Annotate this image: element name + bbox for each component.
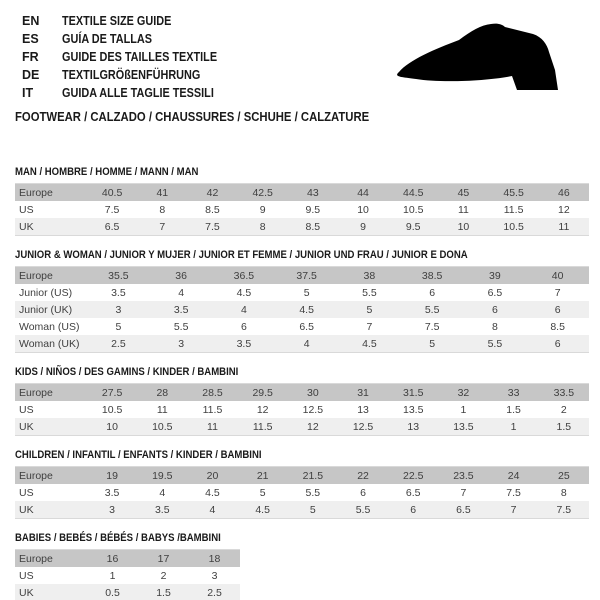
size-cell: 18 <box>208 552 221 565</box>
table-row <box>15 318 589 335</box>
size-cell: 7 <box>554 286 561 299</box>
size-cell: 22 <box>357 469 369 482</box>
size-cell: 11.5 <box>202 403 223 416</box>
size-cell: 4 <box>178 286 185 299</box>
size-cell: 3.5 <box>154 503 170 516</box>
size-cell: 1.5 <box>556 420 572 433</box>
size-cell: 36.5 <box>233 269 255 282</box>
section-title-text: KIDS / NIÑOS / DES GAMINS / KINDER / BAMBINI <box>15 366 239 378</box>
size-cell: 5 <box>309 503 316 516</box>
row-label: US <box>19 403 34 416</box>
size-cell: 6.5 <box>405 486 421 499</box>
size-cell: 5 <box>115 320 122 333</box>
size-cell: 1.5 <box>156 586 171 599</box>
section-title <box>15 249 589 261</box>
size-cell: 13 <box>357 403 369 416</box>
section-title-text: JUNIOR & WOMAN / JUNIOR Y MUJER / JUNIOR ET FEMME / JUNIOR UND FRAU / JUNIOR E DONA <box>15 249 468 261</box>
section-title <box>15 532 589 544</box>
size-cell: 4.5 <box>236 286 252 299</box>
size-cell: 6 <box>240 320 247 333</box>
size-cell: 3 <box>109 503 116 516</box>
dress-shoe-silhouette <box>397 24 558 90</box>
size-cell: 1 <box>460 403 467 416</box>
size-cell: 20 <box>206 469 219 482</box>
size-cell: 11 <box>457 203 469 216</box>
size-cell: 8 <box>560 486 567 499</box>
section-title-text: MAN / HOMBRE / HOMME / MANN / MAN <box>15 166 199 178</box>
row-label: Europe <box>19 386 53 399</box>
size-cell: 45.5 <box>503 186 524 199</box>
size-cell: 6.5 <box>104 220 120 233</box>
size-cell: 3.5 <box>104 486 120 499</box>
size-cell: 27.5 <box>101 386 123 399</box>
table-row <box>15 567 240 584</box>
size-cell: 6 <box>360 486 366 499</box>
size-cell: 7.5 <box>205 220 220 233</box>
size-cell: 32 <box>457 386 470 399</box>
size-cell: 9.5 <box>405 220 421 233</box>
size-cell: 6 <box>491 303 498 316</box>
size-cell: 5.5 <box>305 486 321 499</box>
language-label: GUIDA ALLE TAGLIE TESSILI <box>62 86 214 100</box>
section-title-text: BABIES / BEBÉS / BÉBÉS / BABYS /BAMBINI <box>15 532 221 544</box>
size-cell: 12 <box>307 420 319 433</box>
size-cell: 5 <box>366 303 373 316</box>
size-cell: 2.5 <box>207 586 222 599</box>
size-cell: 4.5 <box>205 486 220 499</box>
size-table <box>15 466 589 519</box>
size-cell: 4.5 <box>299 303 314 316</box>
size-cell: 9 <box>360 220 366 233</box>
section-title <box>15 449 589 461</box>
size-cell: 6.5 <box>456 503 471 516</box>
table-row <box>15 301 589 318</box>
row-label: UK <box>19 420 34 433</box>
language-label: TEXTILGRÖßENFÜHRUNG <box>62 68 201 82</box>
language-row <box>22 12 240 30</box>
size-cell: 11 <box>156 403 168 416</box>
language-row <box>22 30 240 48</box>
table-row <box>15 484 589 501</box>
size-cell: 6 <box>429 286 436 299</box>
row-label: UK <box>19 503 34 516</box>
size-cell: 4 <box>209 503 216 516</box>
size-cell: 25 <box>558 469 570 482</box>
row-label: US <box>19 486 34 499</box>
size-cell: 37.5 <box>296 269 317 282</box>
size-cell: 16 <box>106 552 119 565</box>
table-row <box>15 218 589 236</box>
category-line: FOOTWEAR / CALZADO / CHAUSSURES / SCHUHE / CALZATURE <box>15 109 370 124</box>
size-cell: 1 <box>510 420 517 433</box>
size-section <box>15 249 589 353</box>
size-cell: 2 <box>160 569 167 582</box>
size-cell: 7 <box>159 220 166 233</box>
size-cell: 10 <box>357 203 369 216</box>
size-cell: 7.5 <box>424 320 440 333</box>
table-row <box>15 201 589 218</box>
size-section <box>15 166 589 236</box>
size-cell: 8.5 <box>305 220 321 233</box>
section-title-text: CHILDREN / INFANTIL / ENFANTS / KINDER / BAMBINI <box>15 449 262 461</box>
size-cell: 36 <box>175 269 187 282</box>
size-cell: 10.5 <box>101 403 123 416</box>
table-row <box>15 401 589 418</box>
size-cell: 24 <box>507 469 520 482</box>
section-title <box>15 166 589 178</box>
size-cell: 3 <box>178 337 185 350</box>
size-section <box>15 532 589 600</box>
size-cell: 19 <box>106 469 118 482</box>
size-cell: 7.5 <box>506 486 521 499</box>
size-cell: 10.5 <box>503 220 524 233</box>
size-cell: 12 <box>256 403 269 416</box>
size-cell: 5 <box>429 337 436 350</box>
row-label: US <box>19 203 34 216</box>
size-cell: 10 <box>457 220 470 233</box>
table-row <box>15 284 589 301</box>
dress-shoe-icon <box>391 22 575 96</box>
size-cell: 11 <box>207 420 218 433</box>
size-table <box>15 383 589 436</box>
size-cell: 42.5 <box>252 186 273 199</box>
row-label: Europe <box>19 186 53 199</box>
size-table <box>15 183 589 236</box>
size-cell: 40 <box>551 269 564 282</box>
language-row <box>22 48 240 66</box>
size-cell: 6 <box>554 337 561 350</box>
language-code: IT <box>22 86 34 100</box>
size-cell: 4 <box>240 303 247 316</box>
size-cell: 4 <box>159 486 166 499</box>
size-cell: 11.5 <box>503 203 524 216</box>
size-table <box>15 266 589 353</box>
row-label: Europe <box>19 552 53 565</box>
size-section <box>15 449 589 519</box>
size-cell: 39 <box>489 269 501 282</box>
size-cell: 21.5 <box>302 469 324 482</box>
size-cell: 45 <box>457 186 470 199</box>
row-label: Europe <box>19 269 53 282</box>
size-cell: 33.5 <box>553 386 575 399</box>
size-cell: 21 <box>256 469 269 482</box>
size-cell: 2 <box>560 403 567 416</box>
language-row <box>22 66 240 84</box>
size-cell: 9.5 <box>305 203 321 216</box>
row-label: Junior (UK) <box>19 303 73 316</box>
table-row <box>15 384 589 402</box>
size-cell: 31.5 <box>403 386 424 399</box>
size-cell: 10.5 <box>403 203 424 216</box>
size-cell: 3.5 <box>111 286 126 299</box>
language-label: TEXTILE SIZE GUIDE <box>62 14 172 28</box>
size-cell: 5.5 <box>173 320 189 333</box>
size-cell: 10 <box>106 420 118 433</box>
size-cell: 4 <box>303 337 310 350</box>
size-tables <box>15 166 589 600</box>
size-cell: 8 <box>491 320 498 333</box>
size-cell: 6.5 <box>299 320 314 333</box>
size-cell: 46 <box>558 186 570 199</box>
size-cell: 5 <box>259 486 266 499</box>
size-table <box>15 549 240 600</box>
row-label: Junior (US) <box>19 286 73 299</box>
size-cell: 35.5 <box>108 269 129 282</box>
size-cell: 7.5 <box>556 503 572 516</box>
table-row <box>15 335 589 353</box>
size-cell: 3.5 <box>173 303 189 316</box>
size-cell: 10.5 <box>152 420 173 433</box>
table-row <box>15 467 589 485</box>
size-cell: 44.5 <box>403 186 424 199</box>
size-cell: 13 <box>407 420 420 433</box>
size-cell: 29.5 <box>252 386 273 399</box>
size-cell: 19.5 <box>152 469 173 482</box>
language-title-list <box>22 12 240 102</box>
size-section <box>15 366 589 436</box>
language-code: DE <box>22 68 40 82</box>
size-cell: 6 <box>554 303 561 316</box>
table-row <box>15 184 589 202</box>
size-cell: 0.5 <box>105 586 120 599</box>
row-label: US <box>19 569 34 582</box>
table-row <box>15 267 589 285</box>
size-cell: 22.5 <box>403 469 424 482</box>
language-label: GUIDE DES TAILLES TEXTILE <box>62 50 218 64</box>
language-label: GUÍA DE TALLAS <box>62 32 153 46</box>
table-row <box>15 550 240 568</box>
size-cell: 12.5 <box>302 403 324 416</box>
row-label: UK <box>19 586 34 599</box>
size-cell: 12.5 <box>352 420 374 433</box>
language-code: EN <box>22 14 40 28</box>
size-cell: 6 <box>410 503 417 516</box>
size-cell: 6.5 <box>487 286 503 299</box>
size-cell: 5.5 <box>362 286 377 299</box>
language-row <box>22 84 240 102</box>
row-label: Woman (UK) <box>19 337 80 350</box>
size-cell: 13.5 <box>403 403 424 416</box>
size-cell: 43 <box>307 186 319 199</box>
size-cell: 38.5 <box>421 269 443 282</box>
size-cell: 5.5 <box>487 337 503 350</box>
size-cell: 9 <box>259 203 266 216</box>
size-cell: 1 <box>109 569 116 582</box>
table-row <box>15 584 240 600</box>
size-cell: 7 <box>460 486 467 499</box>
language-code: ES <box>22 32 39 46</box>
size-cell: 8.5 <box>550 320 565 333</box>
table-row <box>15 418 589 436</box>
size-cell: 5 <box>303 286 310 299</box>
table-row <box>15 501 589 519</box>
size-cell: 11.5 <box>252 420 273 433</box>
size-cell: 28.5 <box>202 386 223 399</box>
size-cell: 8.5 <box>205 203 220 216</box>
size-cell: 33 <box>507 386 520 399</box>
size-cell: 28 <box>156 386 169 399</box>
size-cell: 2.5 <box>111 337 126 350</box>
size-cell: 7 <box>366 320 373 333</box>
size-cell: 17 <box>157 552 170 565</box>
size-cell: 42 <box>206 186 219 199</box>
section-title <box>15 366 589 378</box>
size-cell: 8 <box>159 203 166 216</box>
size-cell: 4.5 <box>255 503 270 516</box>
size-cell: 12 <box>558 203 570 216</box>
size-cell: 5.5 <box>424 303 440 316</box>
size-cell: 31 <box>357 386 369 399</box>
size-cell: 1.5 <box>506 403 521 416</box>
size-cell: 38 <box>363 269 376 282</box>
size-cell: 44 <box>357 186 369 199</box>
size-cell: 40.5 <box>101 186 123 199</box>
row-label: Woman (US) <box>19 320 80 333</box>
size-cell: 11 <box>558 220 570 233</box>
size-cell: 23.5 <box>453 469 474 482</box>
size-cell: 5.5 <box>355 503 371 516</box>
size-cell: 13.5 <box>453 420 474 433</box>
row-label: UK <box>19 220 34 233</box>
size-cell: 3 <box>211 569 218 582</box>
size-cell: 3 <box>115 303 122 316</box>
size-cell: 8 <box>259 220 266 233</box>
size-cell: 7 <box>510 503 517 516</box>
size-cell: 41 <box>156 186 169 199</box>
row-label: Europe <box>19 469 53 482</box>
size-cell: 4.5 <box>362 337 377 350</box>
size-cell: 3.5 <box>236 337 252 350</box>
language-code: FR <box>22 50 39 64</box>
size-cell: 30 <box>307 386 319 399</box>
size-cell: 7.5 <box>104 203 120 216</box>
